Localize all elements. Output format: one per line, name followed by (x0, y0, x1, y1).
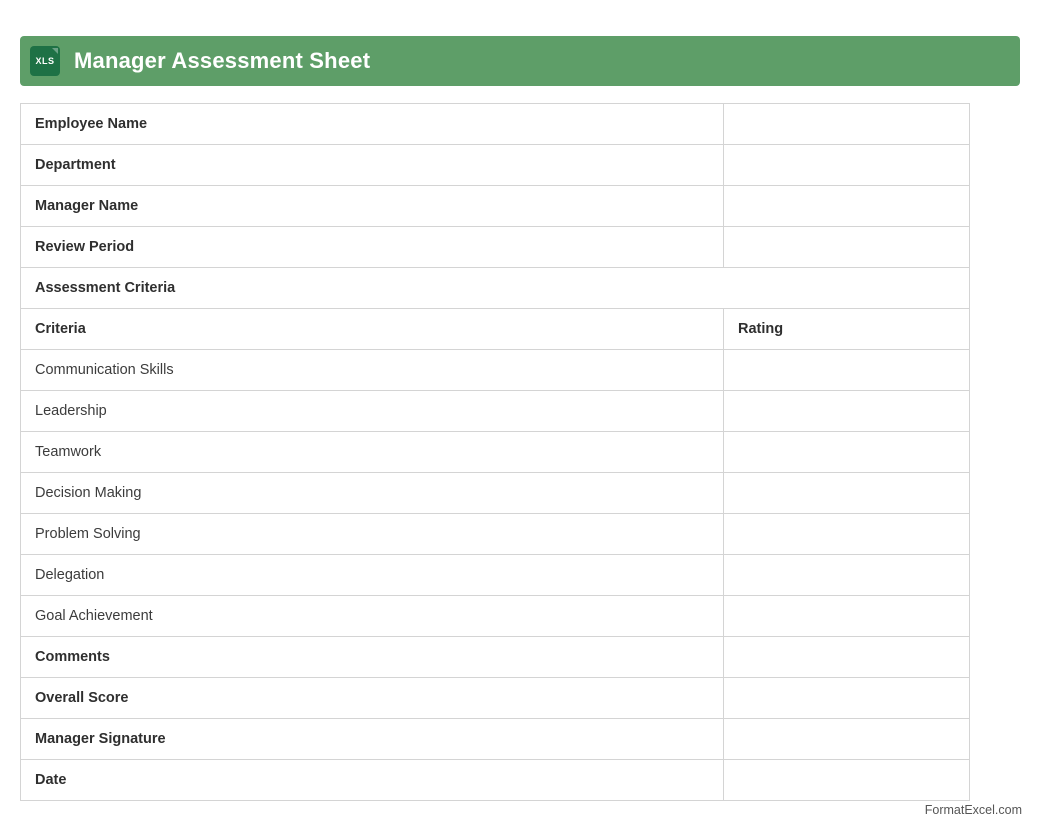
table-header-row (21, 309, 970, 350)
table-row (21, 227, 970, 268)
table-row (21, 678, 970, 719)
criteria-communication-skills: Communication Skills (21, 350, 724, 391)
label-employee-name: Employee Name (21, 104, 724, 145)
table-row (21, 391, 970, 432)
criteria-goal-achievement: Goal Achievement (21, 596, 724, 637)
criteria-problem-solving: Problem Solving (21, 514, 724, 555)
label-overall-score: Overall Score (21, 678, 724, 719)
label-comments: Comments (21, 637, 724, 678)
table-row (21, 719, 970, 760)
field-manager-signature[interactable] (724, 719, 970, 760)
field-date[interactable] (724, 760, 970, 801)
assessment-table (20, 103, 970, 801)
document-header (20, 36, 1020, 86)
label-manager-signature: Manager Signature (21, 719, 724, 760)
field-manager-name[interactable] (724, 186, 970, 227)
rating-decision-making[interactable] (724, 473, 970, 514)
label-review-period: Review Period (21, 227, 724, 268)
footer-credit: FormatExcel.com (924, 803, 1022, 817)
table-row (21, 596, 970, 637)
field-department[interactable] (724, 145, 970, 186)
table-row (21, 637, 970, 678)
table-section-row (21, 268, 970, 309)
table-row (21, 432, 970, 473)
rating-teamwork[interactable] (724, 432, 970, 473)
table-row (21, 760, 970, 801)
rating-communication-skills[interactable] (724, 350, 970, 391)
criteria-teamwork: Teamwork (21, 432, 724, 473)
label-date: Date (21, 760, 724, 801)
criteria-delegation: Delegation (21, 555, 724, 596)
section-title-assessment-criteria: Assessment Criteria (21, 268, 970, 309)
table-row (21, 145, 970, 186)
xls-icon-label: XLS (35, 56, 55, 66)
rating-delegation[interactable] (724, 555, 970, 596)
rating-goal-achievement[interactable] (724, 596, 970, 637)
page-title: Manager Assessment Sheet (74, 48, 371, 73)
rating-problem-solving[interactable] (724, 514, 970, 555)
table-row (21, 104, 970, 145)
table-row (21, 555, 970, 596)
field-review-period[interactable] (724, 227, 970, 268)
field-employee-name[interactable] (724, 104, 970, 145)
label-department: Department (21, 145, 724, 186)
xls-file-icon (30, 46, 60, 76)
criteria-leadership: Leadership (21, 391, 724, 432)
page-fold-icon (52, 48, 58, 54)
table-row (21, 473, 970, 514)
label-manager-name: Manager Name (21, 186, 724, 227)
table-row (21, 350, 970, 391)
table-row (21, 514, 970, 555)
column-header-rating: Rating (724, 309, 970, 350)
field-comments[interactable] (724, 637, 970, 678)
column-header-criteria: Criteria (21, 309, 724, 350)
field-overall-score[interactable] (724, 678, 970, 719)
criteria-decision-making: Decision Making (21, 473, 724, 514)
table-row (21, 186, 970, 227)
rating-leadership[interactable] (724, 391, 970, 432)
